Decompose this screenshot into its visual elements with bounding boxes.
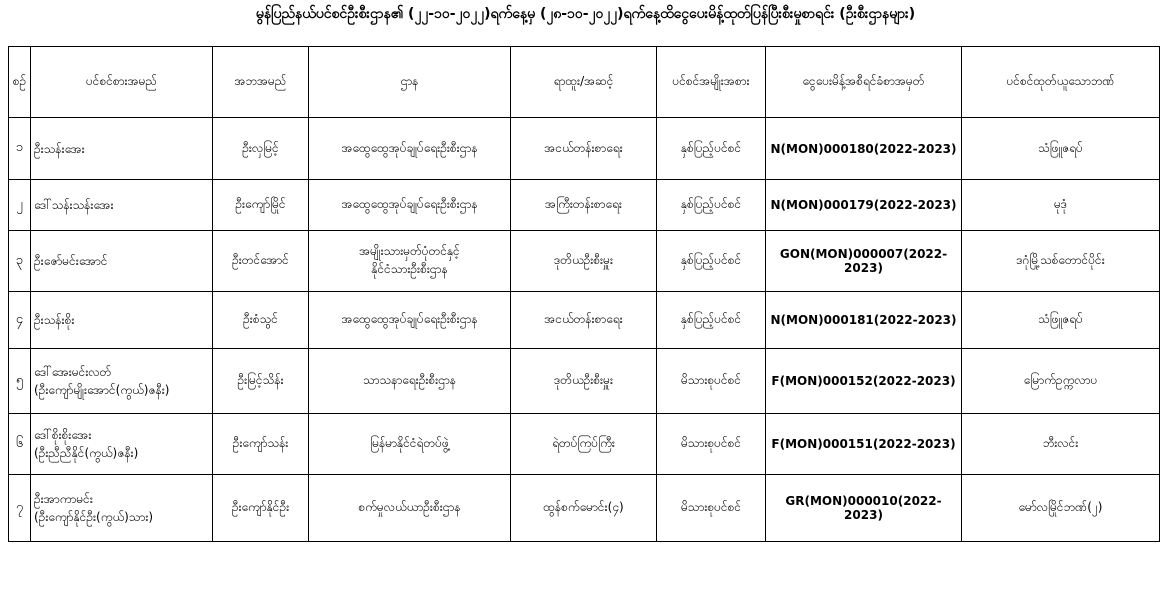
- table-row: [9, 292, 1160, 349]
- table-row: [9, 349, 1160, 414]
- row-no: ၃: [9, 231, 31, 292]
- row-no: ၇: [9, 475, 31, 542]
- bank: ဒဂုံမြို့သစ်တောင်ပိုင်း: [962, 231, 1160, 292]
- rank: အကြီးတန်းစာရေး: [511, 180, 657, 231]
- table-row: [9, 180, 1160, 231]
- name-line: ဦးသန်းအေး: [34, 141, 85, 156]
- name-line: (ဦးကျော်နိုင်ဦး(ကွယ်)သား): [34, 510, 154, 524]
- father-name: ဦးတင်အောင်: [213, 231, 309, 292]
- bank: မြောက်ဥက္ကလာပ: [962, 349, 1160, 414]
- department: [309, 349, 511, 414]
- pensioner-name: [31, 475, 213, 542]
- name-line: ဒေါ်သန်းသန်းအေး: [34, 198, 114, 212]
- header-no: စဉ်: [9, 47, 31, 118]
- bank: သံဖြူဇရပ်: [962, 118, 1160, 180]
- table-row: [9, 475, 1160, 542]
- pensioner-name: [31, 231, 213, 292]
- license-no: N(MON)000179(2022-2023): [766, 180, 962, 231]
- license-no: N(MON)000181(2022-2023): [766, 292, 962, 349]
- license-no: F(MON)000151(2022-2023): [766, 414, 962, 475]
- row-no: ၁: [9, 118, 31, 180]
- bank: ဘီးလင်း: [962, 414, 1160, 475]
- header-department: ဌာန: [309, 47, 511, 118]
- pensioner-name: [31, 414, 213, 475]
- pension-type: မိသားစုပင်စင်: [657, 414, 766, 475]
- pension-type: မိသားစုပင်စင်: [657, 475, 766, 542]
- bank: မော်လမြိုင်ဘဏ်(၂): [962, 475, 1160, 542]
- department: [309, 180, 511, 231]
- dept-line: မြန်မာနိုင်ငံရဲတပ်ဖွဲ့: [370, 436, 449, 450]
- name-line: ဒေါ်စိုးစိုးအေး: [34, 428, 92, 442]
- pension-table: [8, 46, 1160, 542]
- rank: အငယ်တန်းစာရေး: [511, 118, 657, 180]
- father-name: ဦးကျော်နိုင်ဦး: [213, 475, 309, 542]
- bank: မုဒုံ: [962, 180, 1160, 231]
- name-line: ဦးသန်းစိုး: [34, 313, 75, 327]
- table-row: [9, 118, 1160, 180]
- dept-line: အထွေထွေအုပ်ချုပ်ရေးဦးစီးဌာန: [341, 197, 478, 211]
- pensioner-name: [31, 292, 213, 349]
- department: [309, 475, 511, 542]
- name-line: (ဦးကျော်မျိုးအောင်(ကွယ်)ဇနီး): [34, 383, 170, 397]
- license-no: GR(MON)000010(2022-2023): [766, 475, 962, 542]
- header-pension-type: ပင်စင်အမျိုးအစား: [657, 47, 766, 118]
- page-title: မွန်ပြည်နယ်ပင်စင်ဦးစီးဌာန၏ (၂၂-၁၀-၂၀၂၂)ရက်နေ့မှ (၂၈-၁၀-၂၀၂၂)ရက်နေ့ထိငွေပေးမိန့်ထုတ်ပြန်ပြီးစီးမှုစာရင်း (ဦးစီးဌာနများ): [255, 6, 916, 22]
- license-no: N(MON)000180(2022-2023): [766, 118, 962, 180]
- pension-type: နှစ်ပြည့်ပင်စင်: [657, 231, 766, 292]
- row-no: ၂: [9, 180, 31, 231]
- table-row: [9, 414, 1160, 475]
- rank: ထွန်စက်မောင်း(၄): [511, 475, 657, 542]
- department: [309, 231, 511, 292]
- dept-line: သာသနာရေးဦးစီးဌာန: [362, 373, 457, 387]
- table-header-row: [9, 47, 1160, 118]
- row-no: ၅: [9, 349, 31, 414]
- table-row: [9, 231, 1160, 292]
- pensioner-name: [31, 180, 213, 231]
- father-name: ဦးကျော်သန်း: [213, 414, 309, 475]
- dept-line: နိုင်ငံသားဦးစီးဌာန: [371, 262, 448, 276]
- name-line: ဦးအာကာမင်း: [34, 492, 93, 506]
- dept-line: အမျိုးသားမှတ်ပုံတင်နှင့်: [359, 244, 460, 258]
- dept-line: အထွေထွေအုပ်ချုပ်ရေးဦးစီးဌာန: [341, 140, 478, 155]
- row-no: ၄: [9, 292, 31, 349]
- header-father: အဘအမည်: [213, 47, 309, 118]
- pension-type: နှစ်ပြည့်ပင်စင်: [657, 180, 766, 231]
- father-name: ဦးမြင့်သိန်း: [213, 349, 309, 414]
- name-line: ဒေါ်အေးမင်းလတ်: [34, 365, 112, 379]
- dept-line: အထွေထွေအုပ်ချုပ်ရေးဦးစီးဌာန: [341, 312, 478, 326]
- header-rank: ရာထူး/အဆင့်: [511, 47, 657, 118]
- pension-type: မိသားစုပင်စင်: [657, 349, 766, 414]
- header-name: ပင်စင်စားအမည်: [31, 47, 213, 118]
- rank: ဒုတိယဦးစီးမှူး: [511, 231, 657, 292]
- rank: ရဲတပ်ကြပ်ကြီး: [511, 414, 657, 475]
- name-line: ဦးဇော်မင်းအောင်: [34, 254, 108, 268]
- pensioner-name: [31, 118, 213, 180]
- department: [309, 292, 511, 349]
- father-name: ဦးစံသွင်: [213, 292, 309, 349]
- father-name: ဦးကျော်မြိုင်: [213, 180, 309, 231]
- pensioner-name: [31, 349, 213, 414]
- name-line: (ဦးညီညီနိုင်(ကွယ်)ဇနီး): [34, 446, 139, 460]
- rank: ဒုတိယဦးစီးမှူး: [511, 349, 657, 414]
- bank: သံဖြူဇရပ်: [962, 292, 1160, 349]
- father-name: ဦးလှမြင့်: [213, 118, 309, 180]
- dept-line: စက်မှုလယ်ယာဦးစီးဌာန: [358, 500, 461, 514]
- header-bank: ပင်စင်ထုတ်ယူသောဘဏ်: [962, 47, 1160, 118]
- department: [309, 118, 511, 180]
- pension-type: နှစ်ပြည့်ပင်စင်: [657, 292, 766, 349]
- header-license-no: ငွေပေးမိန့်အစီရင်ခံစာအမှတ်: [766, 47, 962, 118]
- license-no: GON(MON)000007(2022-2023): [766, 231, 962, 292]
- rank: အငယ်တန်းစာရေး: [511, 292, 657, 349]
- pension-type: နှစ်ပြည့်ပင်စင်: [657, 118, 766, 180]
- row-no: ၆: [9, 414, 31, 475]
- license-no: F(MON)000152(2022-2023): [766, 349, 962, 414]
- department: [309, 414, 511, 475]
